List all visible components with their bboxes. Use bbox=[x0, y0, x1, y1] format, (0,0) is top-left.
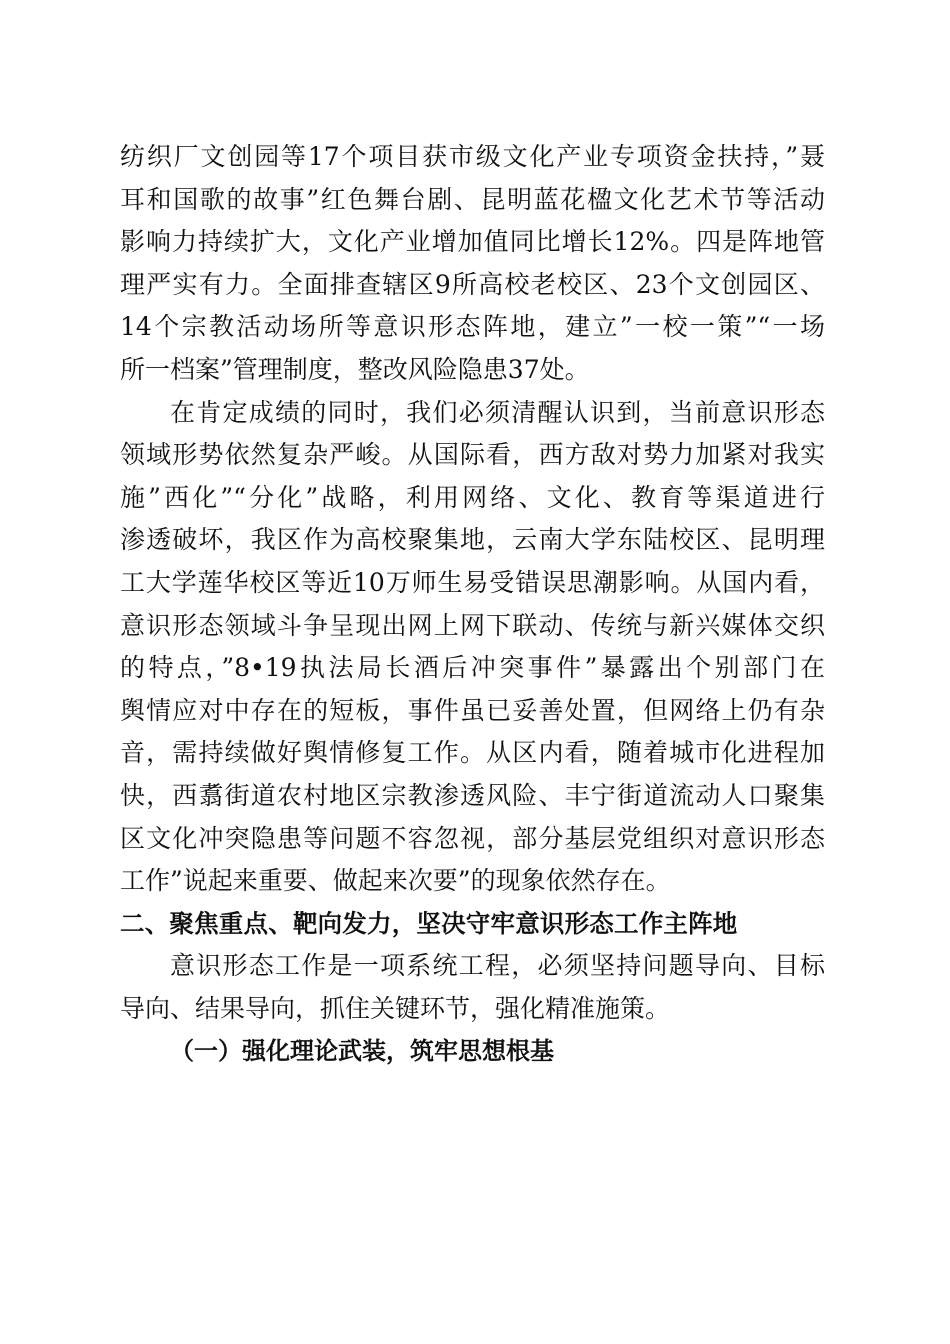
paragraph-line: 工大学莲华校区等近10万师生易受错误思潮影响。从国内看， bbox=[120, 567, 825, 597]
paragraph-line: 影响力持续扩大，文化产业增加值同比增长12%。四是阵地管 bbox=[120, 227, 825, 257]
paragraph-line: 导向、结果导向，抓住关键环节，强化精准施策。 bbox=[120, 993, 671, 1023]
paragraph-line: 区文化冲突隐患等问题不容忽视，部分基层党组织对意识形态 bbox=[120, 823, 825, 853]
paragraph-line: 耳和国歌的故事”红色舞台剧、昆明蓝花楹文化艺术节等活动 bbox=[120, 184, 825, 214]
paragraph-line: 所一档案”管理制度，整改风险隐患37处。 bbox=[120, 354, 590, 384]
paragraph-line: 渗透破坏，我区作为高校聚集地，云南大学东陆校区、昆明理 bbox=[120, 525, 825, 555]
paragraph-line: 在肯定成绩的同时，我们必须清醒认识到，当前意识形态 bbox=[170, 397, 825, 427]
paragraph-line: 音，需持续做好舆情修复工作。从区内看，随着城市化进程加 bbox=[120, 738, 825, 768]
paragraph-line: 工作”说起来重要、做起来次要”的现象依然存在。 bbox=[120, 866, 671, 896]
section-heading: 二、聚焦重点、靶向发力，坚决守牢意识形态工作主阵地 bbox=[120, 908, 738, 938]
paragraph-line: 舆情应对中存在的短板，事件虽已妥善处置，但网络上仍有杂 bbox=[120, 695, 825, 725]
paragraph-line: 领域形势依然复杂严峻。从国际看，西方敌对势力加紧对我实 bbox=[120, 440, 825, 470]
subsection-heading: （一）强化理论武装，筑牢思想根基 bbox=[170, 1037, 554, 1066]
document-body bbox=[120, 136, 825, 1073]
paragraph-line: 理严实有力。全面排查辖区9所高校老校区、23个文创园区、 bbox=[120, 269, 825, 299]
paragraph-line: 施”西化”“分化”战略，利用网络、文化、教育等渠道进行 bbox=[120, 482, 825, 512]
paragraph-line: 14个宗教活动场所等意识形态阵地，建立”一校一策”“一场 bbox=[120, 312, 825, 342]
paragraph-line: 纺织厂文创园等17个项目获市级文化产业专项资金扶持，”聂 bbox=[120, 142, 825, 171]
paragraph-line: 意识形态领域斗争呈现出网上网下联动、传统与新兴媒体交织 bbox=[120, 610, 825, 640]
paragraph-line: 意识形态工作是一项系统工程，必须坚持问题导向、目标 bbox=[170, 951, 825, 981]
paragraph-line: 快，西翥街道农村地区宗教渗透风险、丰宁街道流动人口聚集 bbox=[120, 780, 825, 810]
paragraph-line: 的特点，”8•19执法局长酒后冲突事件”暴露出个别部门在 bbox=[120, 653, 825, 683]
